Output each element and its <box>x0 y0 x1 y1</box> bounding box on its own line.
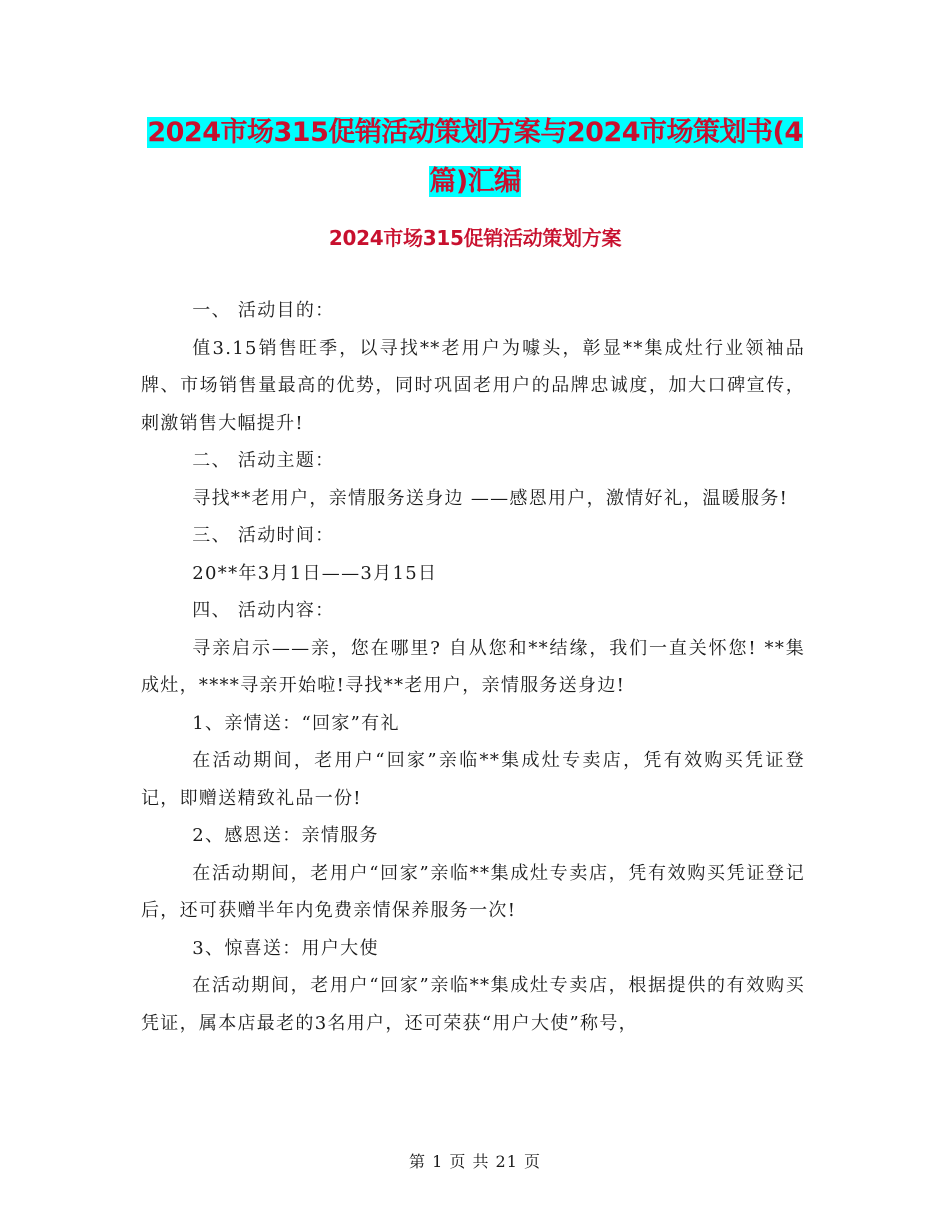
document-body <box>141 292 805 1042</box>
document-title <box>140 108 810 206</box>
page-footer: 第 1 页 共 21 页 <box>409 1152 541 1171</box>
paragraph: 在活动期间，老用户“回家”亲临**集成灶专卖店，凭有效购买凭证登记，即赠送精致礼品一份! <box>141 750 805 809</box>
subheading: 1、亲情送：“回家”有礼 <box>192 712 400 734</box>
heading-content: 四、 活动内容： <box>192 600 335 621</box>
paragraph: 值3.15销售旺季，以寻找**老用户为噱头，彰显**集成灶行业领袖品牌、市场销售量最高的优势，同时巩固老用户的品牌忠诚度，加大口碑宣传，刺激销售大幅提升! <box>141 337 805 434</box>
paragraph: 在活动期间，老用户“回家”亲临**集成灶专卖店，凭有效购买凭证登记后，还可获赠半年内免费亲情保养服务一次! <box>141 862 805 921</box>
paragraph: 寻亲启示——亲，您在哪里? 自从您和**结缘，我们一直关怀您! **集成灶，****寻亲开始啦!寻找**老用户，亲情服务送身边! <box>141 637 805 696</box>
heading-time: 三、 活动时间： <box>192 525 335 546</box>
heading-purpose: 一、 活动目的： <box>192 300 335 321</box>
paragraph: 在活动期间，老用户“回家”亲临**集成灶专卖店，根据提供的有效购买凭证，属本店最老的3名用户，还可荣获“用户大使”称号， <box>141 975 805 1034</box>
document-title-text: 2024市场315促销活动策划方案与2024市场策划书(4篇)汇编 <box>147 117 803 197</box>
section-title: 2024市场315促销活动策划方案 <box>328 226 622 250</box>
subheading: 3、惊喜送：用户大使 <box>192 937 379 959</box>
paragraph: 寻找**老用户，亲情服务送身边 ——感恩用户，激情好礼，温暖服务! <box>192 487 789 509</box>
paragraph: 20**年3月1日——3月15日 <box>192 562 438 584</box>
heading-theme: 二、 活动主题： <box>192 450 335 471</box>
subheading: 2、感恩送：亲情服务 <box>192 825 379 846</box>
